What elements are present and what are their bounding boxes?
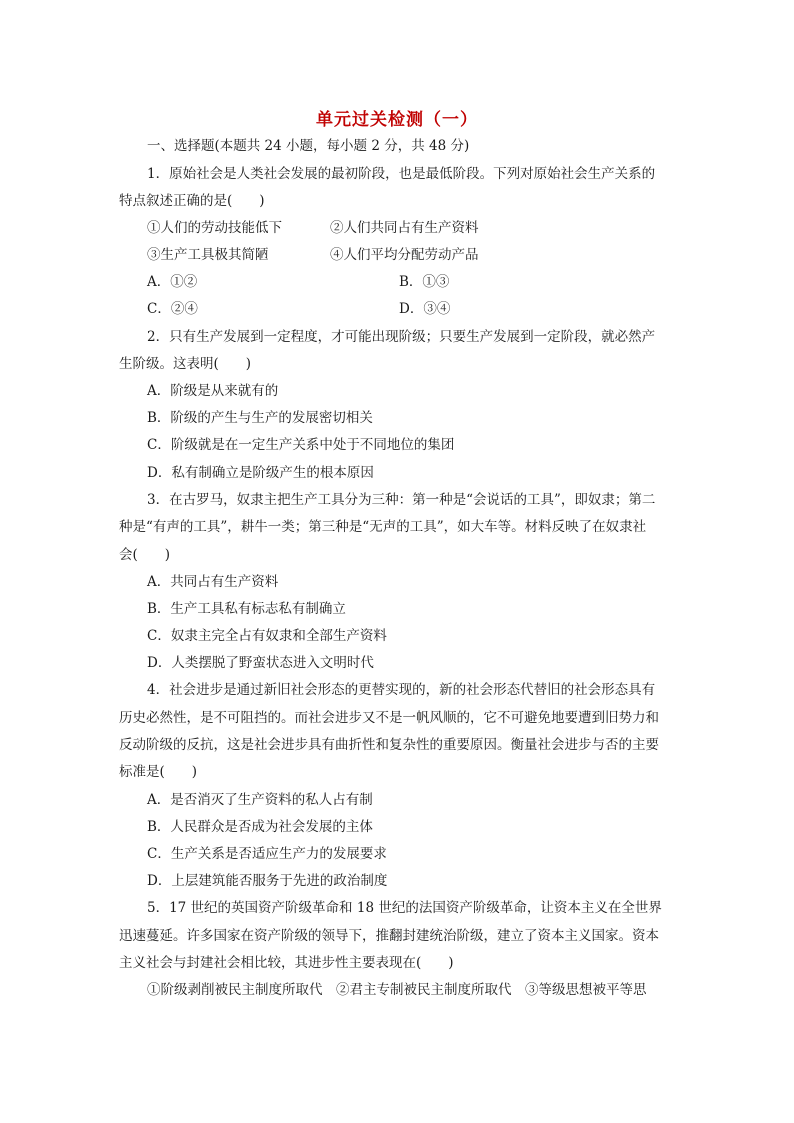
- question-4-stem-cont: 标准是( ): [119, 764, 198, 780]
- question-3-stem-cont: 会( ): [119, 547, 171, 563]
- option-d: D．私有制确立是阶级产生的根本原因: [147, 465, 374, 481]
- question-4-stem: 4．社会进步是通过新旧社会形态的更替实现的，新的社会形态代替旧的社会形态具有: [147, 682, 656, 698]
- statement-3: ③生产工具极其简陋: [147, 247, 269, 263]
- statement-1: ①人们的劳动技能低下: [147, 220, 282, 236]
- question-5-stem-cont: 迅速蔓延。许多国家在资产阶级的领导下，推翻封建统治阶级，建立了资本主义国家。资本: [119, 928, 659, 944]
- option-d: D．人类摆脱了野蛮状态进入文明时代: [147, 655, 374, 671]
- option-b: B．阶级的产生与生产的发展密切相关: [147, 410, 373, 426]
- option-c: C．阶级就是在一定生产关系中处于不同地位的集团: [147, 437, 455, 453]
- question-5-stem: 5．17 世纪的英国资产阶级革命和 18 世纪的法国资产阶级革命，让资本主义在全世界: [147, 900, 662, 916]
- question-5-stem-cont: 主义社会与封建社会相比较，其进步性主要表现在( ): [119, 955, 454, 971]
- question-1-stem: 1．原始社会是人类社会发展的最初阶段，也是最低阶段。下列对原始社会生产关系的: [147, 166, 656, 182]
- question-5-statements: ①阶级剥削被民主制度所取代 ②君主专制被民主制度所取代 ③等级思想被平等思: [147, 982, 647, 998]
- option-b: B．①③: [399, 274, 450, 290]
- option-b: B．人民群众是否成为社会发展的主体: [147, 819, 373, 835]
- option-c: C．生产关系是否适应生产力的发展要求: [147, 846, 387, 862]
- option-d: D．上层建筑能否服务于先进的政治制度: [147, 873, 388, 889]
- question-4-stem-cont: 反动阶级的反抗，这是社会进步具有曲折性和复杂性的重要原因。衡量社会进步与否的主要: [119, 737, 659, 753]
- option-a: A．共同占有生产资料: [147, 574, 279, 590]
- option-c: C．奴隶主完全占有奴隶和全部生产资料: [147, 628, 387, 644]
- option-b: B．生产工具私有标志私有制确立: [147, 601, 346, 617]
- option-d: D．③④: [399, 301, 451, 317]
- statement-2: ②人们共同占有生产资料: [330, 220, 479, 236]
- option-a: A．是否消灭了生产资料的私人占有制: [147, 792, 373, 808]
- option-a: A．阶级是从来就有的: [147, 383, 279, 399]
- option-a: A．①②: [147, 274, 198, 290]
- question-3-stem: 3．在古罗马，奴隶主把生产工具分为三种：第一种是“会说话的工具”，即奴隶；第二: [147, 492, 656, 508]
- option-c: C．②④: [147, 301, 198, 317]
- question-4-stem-cont: 历史必然性，是不可阻挡的。而社会进步又不是一帆风顺的，它不可避免地要遭到旧势力和: [119, 710, 659, 726]
- page-title: 单元过关检测（一）: [316, 110, 478, 130]
- question-1-stem-cont: 特点叙述正确的是( ): [119, 193, 265, 209]
- section-heading: 一、选择题(本题共 24 小题，每小题 2 分，共 48 分): [147, 138, 470, 154]
- question-2-stem-cont: 生阶级。这表明( ): [119, 356, 252, 372]
- statement-4: ④人们平均分配劳动产品: [330, 247, 479, 263]
- question-2-stem: 2．只有生产发展到一定程度，才可能出现阶级；只要生产发展到一定阶段，就必然产: [147, 329, 656, 345]
- question-3-stem-cont: 种是“有声的工具”，耕牛一类；第三种是“无声的工具”，如大车等。材料反映了在奴隶社: [119, 519, 647, 535]
